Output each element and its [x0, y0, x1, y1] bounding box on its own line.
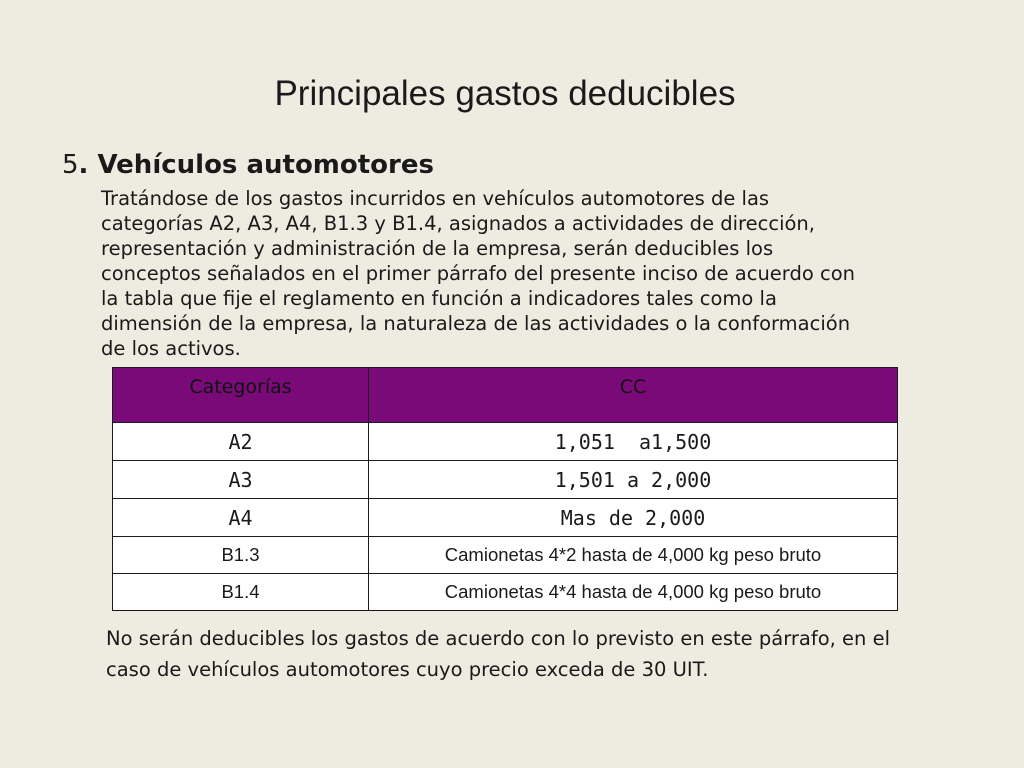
section-paragraph	[101, 186, 901, 361]
table-row	[113, 423, 898, 461]
paragraph-line: Tratándose de los gastos incurridos en vehículos automotores de las	[101, 187, 770, 210]
note-line: No serán deducibles los gastos de acuerdo con lo previsto en este párrafo, en el	[106, 627, 890, 650]
paragraph-line: dimensión de la empresa, la naturaleza de las actividades o la conformación	[101, 312, 851, 335]
slide-title: Principales gastos deducibles	[274, 74, 736, 113]
category-cell: A2	[113, 423, 369, 461]
category-cell: A3	[113, 461, 369, 499]
paragraph-line: la tabla que fije el reglamento en función a indicadores tales como la	[101, 287, 777, 310]
paragraph-line: conceptos señalados en el primer párrafo del presente inciso de acuerdo con	[101, 262, 855, 285]
category-cell: B1.3	[113, 537, 369, 574]
table-row	[113, 461, 898, 499]
cc-cell: 1,501 a 2,000	[369, 461, 898, 499]
cc-cell: 1,051 a1,500	[369, 423, 898, 461]
table-row	[113, 537, 898, 574]
section-number: 5	[62, 150, 79, 180]
category-cell: B1.4	[113, 574, 369, 611]
paragraph-line: categorías A2, A3, A4, B1.3 y B1.4, asignados a actividades de dirección,	[101, 212, 815, 235]
closing-note	[106, 623, 966, 685]
note-line: caso de vehículos automotores cuyo precio exceda de 30 UIT.	[106, 658, 709, 681]
section-heading-text: . Vehículos automotores	[78, 150, 434, 180]
column-header-categorias: Categorías	[113, 368, 369, 423]
cc-cell: Mas de 2,000	[369, 499, 898, 537]
section-heading	[62, 150, 434, 180]
table-row	[113, 499, 898, 537]
cc-cell: Camionetas 4*2 hasta de 4,000 kg peso bruto	[369, 537, 898, 574]
table-row	[113, 574, 898, 611]
column-header-cc: CC	[369, 368, 898, 423]
category-cell: A4	[113, 499, 369, 537]
paragraph-line: representación y administración de la empresa, serán deducibles los	[101, 237, 774, 260]
paragraph-line: de los activos.	[101, 337, 241, 360]
cc-cell: Camionetas 4*4 hasta de 4,000 kg peso bruto	[369, 574, 898, 611]
vehicle-category-table	[112, 367, 898, 611]
table-header-row	[113, 368, 898, 423]
